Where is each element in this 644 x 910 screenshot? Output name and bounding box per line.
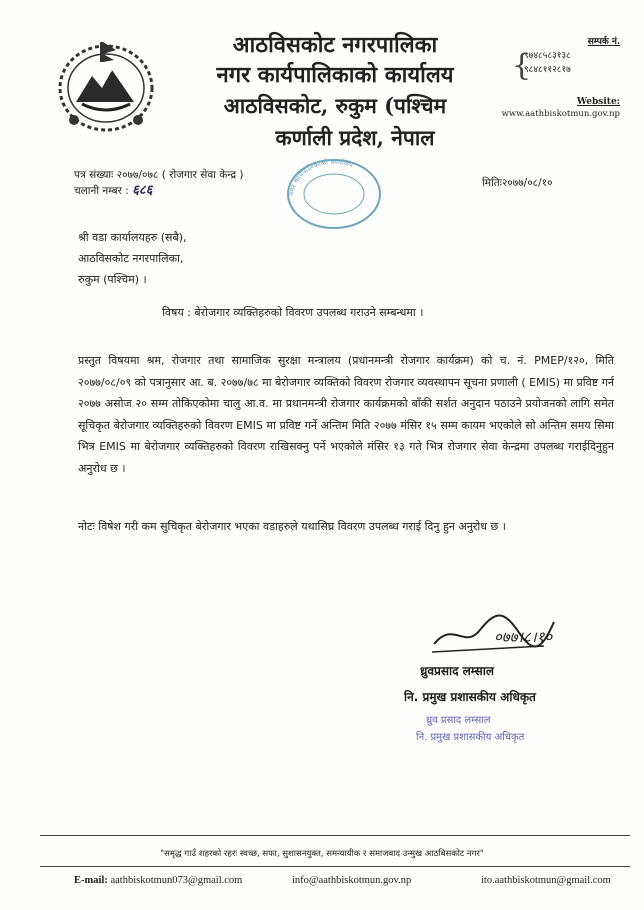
contact-block: [500, 34, 620, 119]
reference-block: [74, 167, 244, 199]
email-link[interactable]: ito.aathbiskotmun@gmail.com: [481, 875, 611, 886]
footer-divider: [40, 866, 630, 867]
letter-date: मितिः२०७७/०८/१०: [482, 177, 553, 189]
subject-line: विषय : बेरोजगार व्यक्तिहरुको विवरण उपलब्ध गराउने सम्बन्धमा ।: [162, 306, 424, 319]
stamp-name: ध्रुव प्रसाद लम्साल: [426, 715, 491, 726]
svg-text:नगर कार्यपालिकाको कार्यालय: [288, 157, 355, 196]
email-label: E-mail:: [74, 875, 108, 886]
letter-number-label: पत्र संख्याः: [74, 169, 114, 181]
footer-emails: [74, 875, 634, 886]
office-name: नगर कार्यपालिकाको कार्यालय: [216, 62, 454, 88]
email-link[interactable]: aathbiskotmun073@gmail.com: [110, 875, 243, 886]
footer-divider: [40, 835, 630, 836]
signer-block: [404, 658, 536, 710]
letter-number-value: २०७७/०७८ ( रोजगार सेवा केन्द्र ): [116, 169, 244, 181]
phone-number: ९७४८५८३१३८: [524, 51, 571, 61]
recipient-line: श्री वडा कार्यालयहरु (सबै),: [78, 231, 187, 244]
office-address: आठविसकोट, रुकुम (पश्चिम: [223, 93, 447, 118]
email-link[interactable]: info@aathbiskotmun.gov.np: [292, 875, 412, 886]
dispatch-number-label: चलानी नम्बर :: [74, 185, 129, 197]
signer-stamp: [416, 712, 524, 746]
signer-position: नि. प्रमुख प्रशासकीय अधिकृत: [404, 690, 536, 704]
office-seal-stamp: [282, 150, 387, 230]
letterhead-title: [170, 30, 500, 154]
note-paragraph: नोटः विषेश गरी कम सुचिकृत बेरोजगार भएका वडाहरुले यथासिघ्र विवरण उपलब्ध गराई दिनु हुन अनुरोध छ ।: [78, 520, 506, 533]
brace-icon: {: [512, 48, 532, 83]
website-label: Website:: [576, 97, 620, 107]
recipient-line: रुकुम (पश्चिम) ।: [78, 273, 147, 286]
phone-number: ९८४८११२८१७: [524, 65, 571, 75]
body-paragraph: प्रस्तुत विषयमा श्रम, रोजगार तथा सामाजिक सुरक्षा मन्त्रालय (प्रधानमन्त्री रोजगार कार्यक्रम) को च. नं. PMEP/१२०, मिति २०७७/०८/०९ को पत्रानुसार आ. ब. २०७७/७८ मा बेरोजगार व्यक्तिको विवरण रोजगार व्यवस्थापन सूचना प्रणाली ( EMIS) मा प्रविष्ट गर्न २०७७ असोज २० सम्म तोकिएकोमा चालु आ.व. मा प्रधानमन्त्री रोजगार कार्यक्रमको बाँकी सर्शत अनुदान पठाउने प्रयोजनको लागि समेत सूचिकृत बेरोजगार व्यक्तिहरुको विवरण EMIS मा प्रविष्ट गर्ने अन्तिम मिति २०७७ मंसिर १५ सम्म कायम भएकोले सो अन्तिम समय सिमा भित्र EMIS मा बेरोजगार व्यक्तिहरुको विवरण राखिसक्नु पर्ने भएकोले मंसिर १३ गते भित्र रोजगार सेवा केन्द्रमा उपलब्ध गराईदिनुहुन अनुरोध छ ।: [78, 354, 614, 475]
signature-date: ०७७।८।१०: [494, 628, 553, 646]
emblem-logo: [52, 36, 160, 136]
contact-label: सम्पर्क नं.: [587, 37, 620, 47]
signer-name: ध्रुवप्रसाद लम्साल: [420, 664, 495, 678]
footer-motto: "समृद्ध गाउँ शहरको रहरः स्वच्छ, सफा, सुशासनयुक्त, समन्यायीक र समाजवाद उन्मुख आठबिसकोट नगर": [160, 849, 484, 859]
dispatch-number-value: ६८६: [132, 183, 153, 198]
phone-list: [500, 48, 620, 83]
website-link[interactable]: www.aathbiskotmun.gov.np: [501, 109, 620, 119]
signature-scrawl: [424, 600, 604, 660]
recipient-block: [78, 227, 187, 290]
dispatch-number: [74, 183, 244, 199]
seal-text: नगर कार्यपालिकाको कार्यालय: [287, 157, 355, 197]
stamp-position: नि. प्रमुख प्रशासकीय अधिकृत: [416, 732, 525, 743]
recipient-line: आठविसकोट नगरपालिका,: [78, 252, 184, 265]
province-country: कर्णाली प्रदेश, नेपाल: [275, 125, 435, 150]
letter-number: [74, 167, 244, 183]
municipality-name: आठविसकोट नगरपालिका: [232, 32, 438, 58]
